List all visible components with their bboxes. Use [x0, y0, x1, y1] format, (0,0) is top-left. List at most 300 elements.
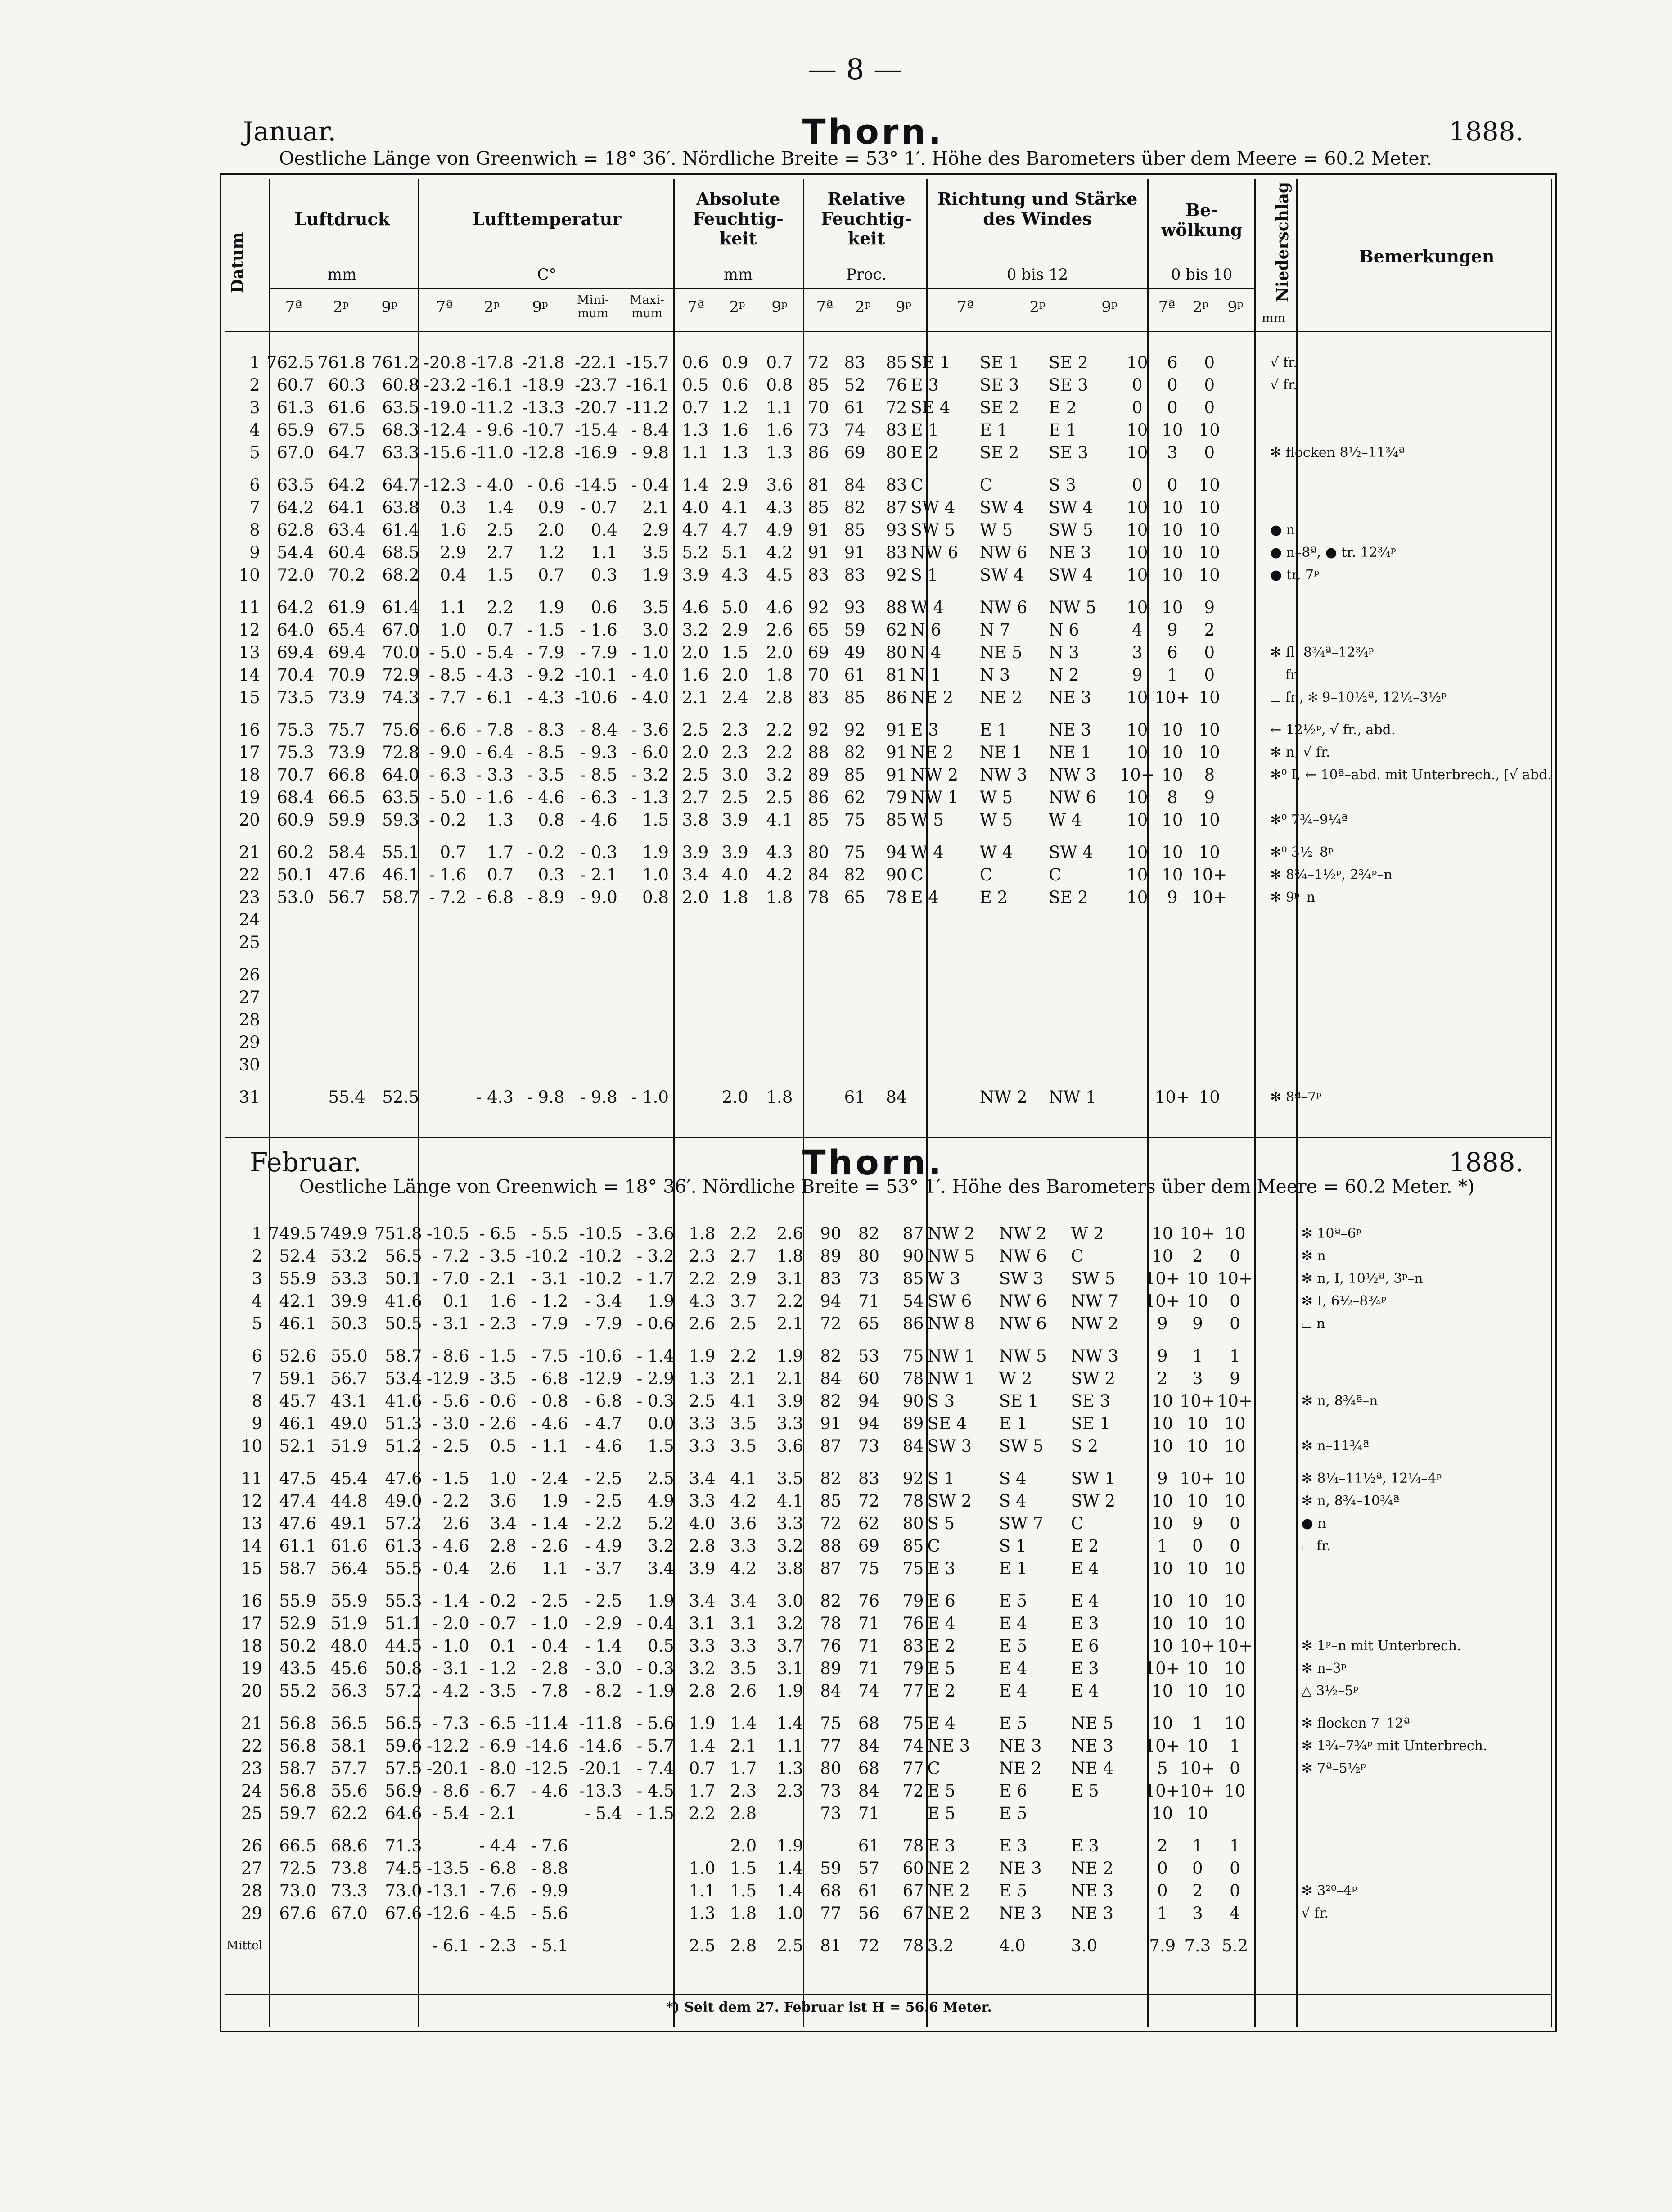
cell-rel-2p: 71: [858, 1658, 880, 1678]
cell-luftdruck-7a: 55.2: [279, 1681, 316, 1701]
cell-temp-2p: - 2.1: [479, 1803, 517, 1823]
cell-wind-7a: E 4: [927, 1613, 955, 1633]
cell-temp-2p: 2.7: [487, 542, 514, 562]
cell-cloud-9p: 10: [1199, 565, 1220, 585]
cell-niederschlag: [1229, 863, 1265, 886]
cell-abs-2p: 3.6: [730, 1513, 757, 1533]
cell-rel-9p: 77: [902, 1681, 924, 1701]
cell-wind-2p: [980, 963, 1049, 986]
cell-niederschlag: [1229, 564, 1265, 586]
cell-temp-min: - 3.7: [585, 1558, 622, 1578]
cell-wind-9p: C: [1071, 1513, 1084, 1533]
cell-luftdruck-9p: [369, 908, 423, 931]
cell-luftdruck-9p: 74.5: [385, 1858, 422, 1878]
cell-rel-7a: 78: [807, 887, 829, 907]
cell-wind-9p: NE 3: [1049, 720, 1091, 740]
cell-temp-7a: -12.9: [426, 1368, 469, 1388]
cell-luftdruck-9p: 55.5: [385, 1558, 422, 1578]
table-row: [225, 1390, 1552, 1412]
cell-cloud-9p: 9: [1204, 597, 1215, 617]
cell-cloud-9p: 0: [1230, 1536, 1240, 1556]
cell-datum: 27: [241, 1858, 262, 1878]
cell-temp-2p: - 4.0: [476, 475, 514, 495]
cell-rel-7a: 82: [820, 1346, 842, 1366]
sub-9p: 9ᵖ: [895, 298, 912, 316]
cell-temp-7a: -13.1: [426, 1881, 469, 1901]
cell-rel-2p: 71: [858, 1291, 880, 1311]
cell-temp-min: - 1.6: [580, 620, 617, 640]
jan-station: Thorn.: [802, 112, 944, 152]
cell-temp-max: - 3.2: [636, 1246, 674, 1266]
cell-temp-min: -16.9: [574, 442, 617, 462]
cell-niederschlag: [1255, 1512, 1296, 1535]
table-row: [225, 963, 1552, 986]
cell-temp-max: 1.9: [648, 1291, 674, 1311]
cell-cloud-9p: [1190, 1008, 1229, 1031]
table-row: [225, 1734, 1552, 1757]
cell-cloud-7a: 10: [1127, 865, 1148, 885]
cell-wind-7a: NW 8: [927, 1314, 975, 1333]
cell-cloud-2p: 3: [1192, 1368, 1203, 1388]
cell-abs-2p: 3.9: [721, 810, 748, 830]
cell-abs-7a: 2.0: [682, 742, 709, 762]
cell-abs-7a: 2.8: [689, 1536, 716, 1556]
cell-abs-2p: 1.4: [730, 1713, 757, 1733]
table-row: [225, 1634, 1552, 1657]
cell-rel-9p: 72: [886, 397, 907, 417]
cell-rel-2p: 56: [858, 1903, 880, 1923]
cell-luftdruck-9p: 58.7: [382, 887, 419, 907]
cell-abs-7a: [672, 963, 712, 986]
cell-luftdruck-9p: 58.7: [385, 1346, 422, 1366]
cell-temp-max: 5.2: [648, 1513, 674, 1533]
cell-bemerkung: √ fr.: [1301, 1905, 1329, 1921]
cell-rel-9p: 84: [902, 1436, 924, 1456]
cell-rel-9p: 86: [902, 1314, 924, 1333]
cell-luftdruck-9p: 59.6: [385, 1736, 422, 1756]
cell-rel-2p: 83: [858, 1468, 880, 1488]
cell-niederschlag: [1229, 374, 1265, 396]
cell-abs-7a: 1.1: [689, 1881, 716, 1901]
cell-cloud-2p: 3: [1192, 1903, 1203, 1923]
cell-niederschlag: [1255, 1390, 1296, 1412]
cell-wind-2p: E 1: [979, 420, 1008, 440]
cell-wind-2p: [980, 986, 1049, 1008]
cell-luftdruck-7a: [266, 986, 318, 1008]
cell-cloud-7a: [1120, 986, 1155, 1008]
cell-luftdruck-2p: 761.8: [317, 352, 365, 372]
cell-cloud-2p: 6: [1167, 642, 1178, 662]
cell-temp-2p: - 1.5: [479, 1346, 517, 1366]
cell-bemerkung: [1265, 1008, 1552, 1031]
cell-rel-9p: 83: [886, 475, 907, 495]
cell-datum: 24: [241, 1781, 262, 1801]
cell-cloud-2p: 10: [1187, 1658, 1208, 1678]
cell-temp-max: -16.1: [626, 375, 669, 395]
cell-abs-9p: 3.1: [776, 1269, 803, 1288]
cell-wind-2p: E 4: [999, 1658, 1028, 1678]
cell-temp-9p: - 8.9: [527, 887, 565, 907]
cell-cloud-7a: 10: [1152, 1591, 1173, 1611]
cell-wind-9p: NE 3: [1049, 542, 1091, 562]
cell-cloud-2p: 10: [1162, 842, 1183, 862]
table-row: [225, 1008, 1552, 1031]
cell-rel-2p: 82: [844, 742, 865, 762]
cell-temp-2p: - 2.3: [479, 1314, 517, 1333]
cell-temp-9p: [517, 963, 568, 986]
cell-temp-2p: - 3.5: [479, 1246, 517, 1266]
cell-luftdruck-2p: 67.5: [328, 420, 365, 440]
cell-temp-2p: - 2.6: [479, 1413, 517, 1433]
cell-cloud-7a: 0: [1157, 1858, 1168, 1878]
table-row: [225, 1245, 1552, 1267]
cell-rel-7a: 70: [807, 397, 829, 417]
cell-rel-9p: 80: [902, 1513, 924, 1533]
cell-temp-min: - 2.5: [585, 1591, 622, 1611]
cell-temp-min: [572, 1934, 626, 1957]
cell-luftdruck-7a: 72.5: [279, 1858, 316, 1878]
cell-wind-2p: S 4: [999, 1491, 1027, 1511]
cell-temp-2p: -16.1: [471, 375, 514, 395]
col-abs-feucht-unit: mm: [723, 266, 753, 284]
cell-temp-max: 3.5: [642, 542, 669, 562]
cell-datum: 29: [241, 1903, 262, 1923]
cell-temp-2p: - 6.1: [476, 687, 514, 707]
cell-wind-7a: E 2: [927, 1636, 955, 1656]
cell-wind-2p: N 7: [979, 620, 1010, 640]
cell-rel-7a: 84: [820, 1681, 842, 1701]
cell-datum: 3: [249, 397, 260, 417]
cell-abs-9p: 2.2: [766, 742, 793, 762]
cell-temp-7a: [426, 1834, 473, 1857]
cell-temp-min: 0.3: [591, 565, 617, 585]
cell-luftdruck-9p: 68.3: [382, 420, 419, 440]
sub-9p: 9ᵖ: [532, 298, 548, 316]
sub-2p: 2ᵖ: [729, 298, 745, 316]
cell-temp-2p: - 2.3: [479, 1936, 517, 1955]
cell-luftdruck-9p: 71.3: [385, 1836, 422, 1855]
cell-temp-2p: 2.8: [490, 1536, 517, 1556]
cell-rel-9p: [869, 986, 911, 1008]
cell-rel-9p: 78: [902, 1368, 924, 1388]
cell-temp-min: [568, 908, 621, 931]
cell-rel-7a: 89: [820, 1246, 842, 1266]
cell-rel-7a: 82: [820, 1591, 842, 1611]
cell-cloud-9p: [1190, 908, 1229, 931]
cell-cloud-7a: 10: [1127, 442, 1148, 462]
cell-cloud-7a: 10+: [1145, 1291, 1180, 1311]
cell-rel-7a: [796, 1031, 833, 1053]
cell-luftdruck-7a: [266, 963, 318, 986]
cell-luftdruck-2p: 69.4: [328, 642, 365, 662]
cell-abs-7a: 2.5: [682, 720, 709, 740]
cell-niederschlag: [1255, 1367, 1296, 1390]
cell-cloud-9p: 0: [1204, 642, 1215, 662]
cell-abs-2p: 4.0: [721, 865, 748, 885]
cell-temp-max: - 4.0: [631, 687, 669, 707]
cell-temp-max: [626, 1934, 678, 1957]
cell-cloud-2p: 9: [1192, 1513, 1203, 1533]
cell-luftdruck-9p: 75.6: [382, 720, 419, 740]
cell-temp-max: 4.9: [648, 1491, 674, 1511]
cell-temp-min: 0.4: [591, 520, 617, 540]
cell-wind-7a: NE 2: [910, 687, 954, 707]
cell-abs-9p: 1.0: [776, 1903, 803, 1923]
cell-luftdruck-9p: 41.6: [385, 1291, 422, 1311]
cell-wind-7a: SW 2: [927, 1491, 972, 1511]
cell-temp-max: [621, 963, 672, 986]
cell-cloud-7a: 10: [1152, 1491, 1173, 1511]
cell-cloud-7a: 10: [1152, 1636, 1173, 1656]
cell-bemerkung: ← 12½ᵖ, √ fr., abd.: [1270, 722, 1396, 738]
cell-rel-2p: 94: [858, 1413, 880, 1433]
cell-wind-2p: [980, 931, 1049, 953]
cell-bemerkung: ✻ n, 8¾–10¾ª: [1301, 1493, 1400, 1509]
sub-minimum: Mini- mum: [577, 293, 609, 321]
cell-luftdruck-2p: [318, 986, 369, 1008]
cell-temp-min: - 4.6: [580, 810, 617, 830]
cell-datum: 19: [239, 787, 260, 807]
cell-rel-7a: 82: [820, 1391, 842, 1411]
cell-rel-2p: [833, 986, 869, 1008]
cell-abs-7a: 1.3: [689, 1903, 716, 1923]
cell-abs-7a: 0.7: [689, 1758, 716, 1778]
cell-temp-min: [572, 1834, 626, 1857]
cell-temp-9p: - 7.6: [531, 1836, 568, 1855]
cell-cloud-9p: 10: [1199, 1087, 1220, 1107]
cell-rel-2p: 74: [844, 420, 865, 440]
table-row: [225, 1612, 1552, 1634]
sub-2p: 2ᵖ: [855, 298, 871, 316]
cell-abs-9p: 3.9: [776, 1391, 803, 1411]
cell-abs-2p: 2.8: [730, 1803, 757, 1823]
cell-cloud-9p: [1190, 1031, 1229, 1053]
cell-abs-2p: 2.4: [721, 687, 748, 707]
table-row: [225, 1367, 1552, 1390]
cell-temp-7a: -20.8: [424, 352, 467, 372]
cell-cloud-7a: 10: [1127, 352, 1148, 372]
cell-rel-9p: [869, 931, 911, 953]
cell-luftdruck-7a: 54.4: [277, 542, 314, 562]
cell-abs-9p: [752, 1031, 797, 1053]
cell-rel-9p: 90: [886, 865, 907, 885]
cell-temp-7a: - 1.4: [432, 1591, 469, 1611]
cell-temp-7a: - 8.6: [432, 1781, 469, 1801]
cell-cloud-9p: 0: [1230, 1513, 1240, 1533]
cell-datum: 22: [239, 865, 260, 885]
cell-cloud-7a: 10: [1127, 842, 1148, 862]
cell-wind-9p: [1049, 1008, 1120, 1031]
cell-temp-min: - 6.3: [580, 787, 617, 807]
cell-cloud-9p: 10: [1199, 497, 1220, 517]
cell-datum: 1: [249, 352, 260, 372]
cell-wind-7a: S 1: [927, 1468, 955, 1488]
cell-luftdruck-2p: 55.0: [330, 1346, 368, 1366]
cell-temp-7a: [423, 1008, 470, 1031]
cell-temp-2p: [470, 1053, 517, 1076]
cell-cloud-7a: [1120, 931, 1155, 953]
cell-wind-7a: E 6: [927, 1591, 955, 1611]
cell-luftdruck-7a: 73.5: [277, 687, 314, 707]
cell-rel-2p: 72: [858, 1491, 880, 1511]
cell-rel-7a: 94: [820, 1291, 842, 1311]
cell-wind-9p: E 3: [1071, 1836, 1099, 1855]
cell-temp-2p: [470, 963, 517, 986]
cell-abs-9p: [752, 931, 797, 953]
cell-temp-9p: - 4.3: [527, 687, 565, 707]
cell-rel-2p: 49: [844, 642, 865, 662]
cell-luftdruck-2p: 53.3: [330, 1269, 368, 1288]
cell-rel-7a: 70: [807, 665, 829, 685]
cell-cloud-9p: [1190, 963, 1229, 986]
cell-temp-9p: [520, 1802, 572, 1824]
cell-rel-2p: 73: [858, 1436, 880, 1456]
cell-wind-9p: NW 1: [1049, 1087, 1096, 1107]
cell-cloud-7a: [1120, 1008, 1155, 1031]
col-datum: Datum: [228, 232, 247, 293]
cell-niederschlag: [1255, 1779, 1296, 1802]
cell-temp-2p: - 3.3: [476, 765, 514, 785]
cell-wind-7a: E 3: [910, 720, 939, 740]
cell-cloud-7a: 10: [1152, 1513, 1173, 1533]
cell-temp-7a: - 3.1: [432, 1314, 469, 1333]
cell-bemerkung: ⌴ fr.: [1301, 1538, 1331, 1554]
cell-temp-max: 3.2: [648, 1536, 674, 1556]
cell-rel-2p: 62: [858, 1513, 880, 1533]
cell-abs-7a: 2.5: [682, 765, 709, 785]
table-row: [225, 1490, 1552, 1512]
cell-abs-7a: 3.1: [689, 1613, 716, 1633]
cell-luftdruck-7a: 64.0: [277, 620, 314, 640]
cell-abs-2p: 1.8: [721, 887, 748, 907]
cell-temp-min: [572, 1902, 626, 1924]
cell-wind-2p: NW 6: [979, 597, 1028, 617]
cell-bemerkung: ● tr. 7ᵖ: [1270, 567, 1320, 583]
cell-wind-7a: NW 1: [927, 1346, 975, 1366]
cell-luftdruck-7a: 50.2: [279, 1636, 316, 1656]
cell-datum: 21: [241, 1713, 262, 1733]
cell-wind-7a: N 4: [910, 642, 942, 662]
cell-niederschlag: [1229, 618, 1265, 641]
table-row: [225, 908, 1552, 931]
cell-temp-max: 2.5: [648, 1468, 674, 1488]
cell-temp-2p: 0.1: [490, 1636, 517, 1656]
cell-rel-7a: 72: [807, 352, 829, 372]
cell-cloud-9p: 10: [1224, 1658, 1246, 1678]
cell-rel-2p: 59: [844, 620, 865, 640]
cell-luftdruck-7a: 50.1: [277, 865, 314, 885]
cell-temp-min: - 4.6: [585, 1436, 622, 1456]
cell-niederschlag: [1229, 596, 1265, 618]
cell-temp-7a: - 8.6: [432, 1346, 469, 1366]
cell-temp-2p: - 6.4: [476, 742, 514, 762]
cell-wind-7a: [910, 931, 979, 953]
cell-cloud-7a: 9: [1157, 1468, 1168, 1488]
cell-abs-7a: 2.0: [682, 642, 709, 662]
cell-bemerkung: ✻ 3²⁰–4ᵖ: [1301, 1882, 1357, 1899]
cell-luftdruck-2p: 73.9: [328, 742, 365, 762]
cell-cloud-2p: 10: [1162, 597, 1183, 617]
col-lufttemperatur-unit: C°: [537, 266, 557, 284]
cell-temp-min: - 9.3: [580, 742, 617, 762]
cell-rel-7a: 78: [820, 1613, 842, 1633]
cell-niederschlag: [1255, 1734, 1296, 1757]
cell-luftdruck-9p: 70.0: [382, 642, 419, 662]
cell-cloud-9p: 10+: [1217, 1391, 1253, 1411]
cell-rel-9p: 80: [886, 442, 907, 462]
cell-abs-9p: 2.5: [776, 1936, 803, 1955]
cell-wind-2p: E 5: [999, 1713, 1028, 1733]
cell-cloud-7a: 10: [1152, 1681, 1173, 1701]
cell-luftdruck-2p: 39.9: [330, 1291, 368, 1311]
cell-luftdruck-7a: [266, 1086, 318, 1108]
cell-temp-2p: 1.5: [487, 565, 514, 585]
cell-temp-7a: [423, 1031, 470, 1053]
cell-bemerkung: ✻ fl. 8¾ª–12¾ᵖ: [1270, 644, 1374, 660]
table-row: [225, 351, 1552, 374]
cell-bemerkung: [1296, 1345, 1552, 1367]
cell-rel-9p: 80: [886, 642, 907, 662]
cell-cloud-2p: 10: [1187, 1436, 1208, 1456]
cell-rel-2p: [833, 931, 869, 953]
cell-rel-7a: 82: [820, 1468, 842, 1488]
cell-cloud-9p: 0: [1230, 1314, 1240, 1333]
cell-luftdruck-7a: 61.3: [277, 397, 314, 417]
table-row: [225, 1467, 1552, 1490]
cell-wind-9p: SE 3: [1071, 1391, 1111, 1411]
cell-temp-9p: - 9.8: [527, 1087, 565, 1107]
cell-temp-min: - 3.0: [585, 1658, 622, 1678]
cell-cloud-2p: 6: [1167, 352, 1178, 372]
cell-rel-2p: [833, 1053, 869, 1076]
cell-wind-7a: E 3: [927, 1558, 955, 1578]
cell-datum: 9: [249, 542, 260, 562]
cell-rel-7a: [807, 1834, 845, 1857]
cell-rel-9p: 78: [902, 1936, 924, 1955]
table-row: [225, 1589, 1552, 1612]
cell-temp-2p: - 6.7: [479, 1781, 517, 1801]
cell-temp-7a: -12.6: [426, 1903, 469, 1923]
cell-cloud-9p: [1190, 986, 1229, 1008]
cell-niederschlag: [1255, 1412, 1296, 1435]
cell-wind-2p: W 5: [979, 810, 1013, 830]
cell-rel-9p: [869, 908, 911, 931]
cell-luftdruck-2p: 68.6: [330, 1836, 368, 1855]
cell-luftdruck-2p: 44.8: [330, 1491, 368, 1511]
cell-abs-2p: 2.0: [721, 1087, 748, 1107]
cell-luftdruck-7a: 42.1: [279, 1291, 316, 1311]
cell-abs-9p: 1.9: [776, 1346, 803, 1366]
cell-niederschlag: [1255, 1657, 1296, 1679]
cell-cloud-2p: 10: [1187, 1491, 1208, 1511]
cell-datum: 13: [239, 642, 260, 662]
cell-rel-9p: 76: [902, 1613, 924, 1633]
cell-temp-max: - 1.9: [636, 1681, 674, 1701]
cell-luftdruck-2p: 56.3: [330, 1681, 368, 1701]
sub-7a: 7ª: [285, 298, 302, 316]
cell-cloud-2p: 10: [1187, 1291, 1208, 1311]
cell-temp-9p: - 1.2: [531, 1291, 568, 1311]
cell-wind-2p: S 4: [999, 1468, 1027, 1488]
cell-datum: 25: [239, 932, 260, 952]
cell-rel-9p: 83: [886, 420, 907, 440]
cell-datum: 2: [249, 375, 260, 395]
cell-wind-9p: NE 1: [1049, 742, 1091, 762]
cell-temp-2p: - 4.4: [479, 1836, 517, 1855]
cell-temp-max: - 3.6: [631, 720, 669, 740]
cell-temp-max: 3.0: [642, 620, 669, 640]
cell-rel-2p: 71: [858, 1636, 880, 1656]
